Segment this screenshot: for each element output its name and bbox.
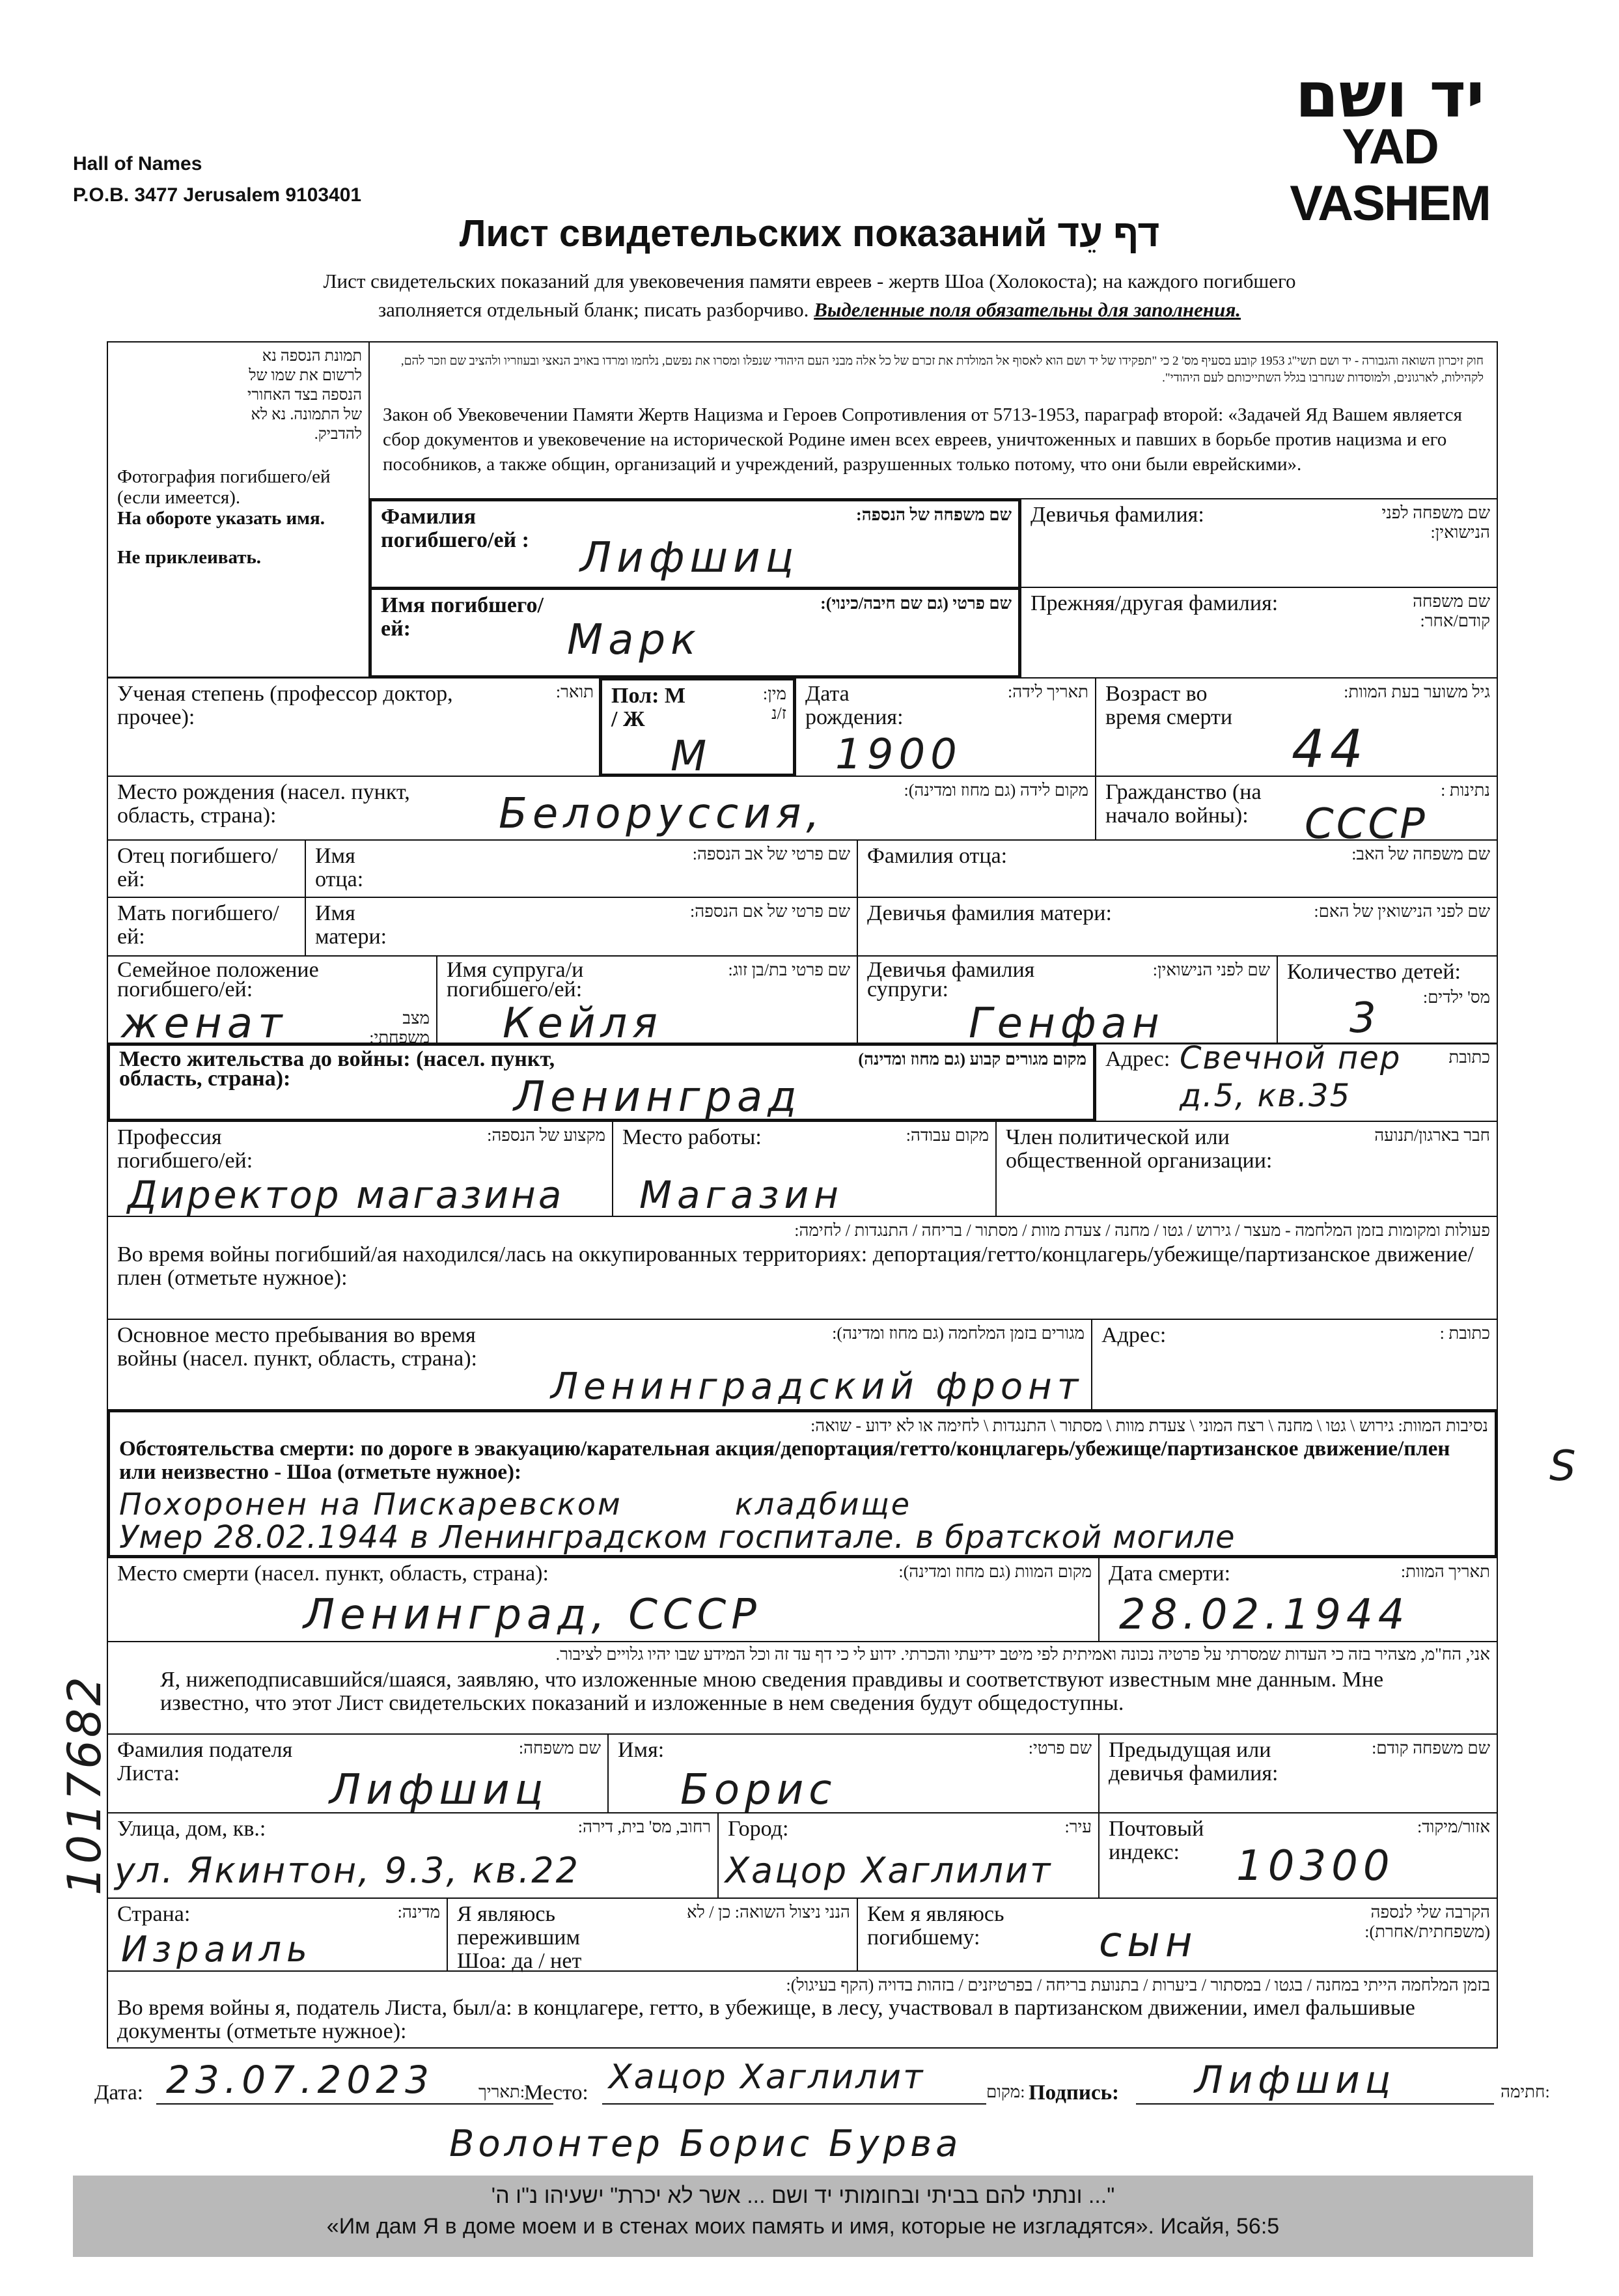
label: Место жительства до войны: (насел. пункт, область, страна): (119, 1047, 555, 1091)
label-he: שם פרטי (גם שם חיבה/כינוי): (820, 594, 1012, 613)
label-he: מדינה: (397, 1903, 440, 1922)
submitter-street: ул. Якинтон, 9.3, кв.22 (115, 1850, 580, 1891)
label: Фамилия погибшего/ей : (381, 505, 529, 552)
submitter-city-field[interactable] (717, 1812, 1100, 1899)
label-he: הנני ניצול השואה: כן / לא (686, 1903, 850, 1922)
photo-note: На обороте указать имя. (117, 508, 325, 529)
label-he: שם משפחה: (518, 1739, 601, 1757)
label: Страна: (117, 1902, 191, 1926)
age-field[interactable] (1095, 677, 1498, 777)
marital-status-field[interactable] (107, 955, 437, 1048)
margin-mark: S (1549, 1442, 1581, 1491)
label: Член политической или общественной организации: (1006, 1125, 1273, 1173)
label-he: שם פרטי של אב הנספה: (692, 845, 850, 863)
required-note: Выделенные поля обязательны для заполнения. (814, 298, 1241, 321)
label: Мать погибшего/ей: (117, 901, 279, 949)
label: Девичья фамилия супруги: (867, 958, 1035, 1001)
label-he: שם פרטי בת/בן זוג: (728, 960, 850, 979)
signature[interactable]: Лифшиц (1195, 2058, 1396, 2102)
victim-name-field[interactable] (368, 587, 1021, 679)
father-name-field[interactable] (305, 839, 858, 898)
label: Предыдущая или девичья фамилия: (1109, 1738, 1279, 1785)
label-he: אזור/מיקוד: (1417, 1817, 1490, 1836)
maiden-name-field[interactable] (1020, 498, 1498, 588)
label: Адрес: (1105, 1047, 1170, 1071)
label-he: שם משפחה של האב: (1351, 845, 1490, 863)
death-place-field[interactable] (107, 1557, 1100, 1642)
victim-wartime-place: Ленинградский фронт (551, 1365, 1084, 1408)
mother-maiden-field[interactable] (857, 897, 1498, 957)
label-he: גיל משוער בעת המוות: (1344, 682, 1490, 701)
label: Гражданство (на начало войны): (1105, 780, 1262, 828)
label-he: מגורים בזמן המלחמה (גם מחוז ומדינה): (832, 1324, 1085, 1343)
victim-sex: М (671, 733, 712, 781)
label-he: כתובת (1448, 1048, 1490, 1067)
submitter-name-field[interactable] (607, 1733, 1100, 1813)
label-he: שם פרטי: (1028, 1739, 1092, 1757)
label-he: מקום עבודה: (906, 1126, 989, 1145)
birth-date-field[interactable] (795, 677, 1096, 777)
victim-surname-field[interactable] (368, 498, 1021, 590)
signature-date[interactable]: 23.07.2023 (166, 2058, 435, 2102)
org-pobox: P.O.B. 3477 Jerusalem 9103401 (73, 184, 362, 206)
address-field[interactable] (1095, 1040, 1498, 1122)
circumstances-text-2: кладбище (735, 1487, 912, 1522)
label: Обстоятельства смерти: по дороге в эвакуацию/карательная акция/депортация/гетто/концлагерь/убежище/партизанское движение/плен или неизвестно - Шоа (отметьте нужное): (119, 1437, 1450, 1484)
survivor-field[interactable] (447, 1897, 858, 1972)
label: Адрес: (1101, 1323, 1167, 1347)
victim-address-line1: Свечной пер (1180, 1040, 1402, 1076)
label: Улица, дом, кв.: (117, 1817, 266, 1841)
subtitle-line: Лист свидетельских показаний для увековечения памяти евреев - жертв Шоа (Холокоста); на каждого погибшего (323, 270, 1296, 292)
mother-name-field[interactable] (305, 897, 858, 957)
label: Место рождения (насел. пункт, область, страна): (117, 780, 410, 828)
previous-name-field[interactable] (1020, 587, 1498, 679)
organization-field[interactable] (995, 1121, 1498, 1217)
label-he: רחוב, מס' בית, דירה: (577, 1817, 711, 1836)
label-he: נתינות : (1441, 781, 1490, 800)
wartime-status-field[interactable] (107, 1216, 1498, 1320)
logo-english: YAD VASHEM (1290, 119, 1490, 231)
father-label-cell (107, 839, 306, 898)
birthplace-field[interactable] (107, 776, 1096, 841)
photo-label: Фотография погибшего/ей (если имеется). (117, 466, 331, 508)
label: Дата рождения: (805, 682, 904, 729)
label-he: מקום לידה (גם מחוז ומדינה): (904, 781, 1088, 800)
label-he: שם לפני הנישואין של האם: (1314, 902, 1490, 921)
label: Во время войны я, податель Листа, был/а: в концлагере, гетто, в убежище, в лесу, участвовал в партизанском движении, имел фальшивые документы (отметьте нужное): (117, 1996, 1415, 2043)
label-he: שם משפחה קודם/אחר: (1413, 592, 1490, 630)
victim-spouse-maiden: Генфан (969, 1000, 1165, 1048)
victim-citizenship: СССР (1305, 800, 1428, 848)
victim-profession: Директор магазина (128, 1173, 564, 1217)
victim-surname: Лифшиц (580, 534, 799, 582)
victim-residence: Ленинград (514, 1073, 802, 1121)
declaration-ru: Я, нижеподписавшийся/шаяся, заявляю, что изложенные мною сведения правдивы и соответствуют известным мне данным. Мне известно, что этот Лист свидетельских показаний и изложенные в нем сведения будут общедоступны. (160, 1668, 1384, 1715)
volunteer-note: Волонтер Борис Бурва (449, 2123, 962, 2165)
victim-address-line2: д.5, кв.35 (1180, 1078, 1351, 1114)
father-surname-field[interactable] (857, 839, 1498, 898)
label-he: שם משפחה קודם: (1372, 1739, 1490, 1757)
submitter-country: Израиль (121, 1929, 312, 1970)
label: Имя отца: (315, 844, 364, 891)
label: Имя супруга/и погибшего/ей: (447, 958, 584, 1001)
place-label-he: מקום: (986, 2082, 1025, 2101)
label: Фамилия подателя Листа: (117, 1738, 293, 1785)
spouse-name-field[interactable] (436, 955, 858, 1048)
residence-field[interactable] (107, 1043, 1096, 1122)
submitter-street-field[interactable] (107, 1812, 719, 1899)
label: Прежняя/другая фамилия: (1031, 591, 1279, 615)
signature-place[interactable]: Хацор Хаглилит (609, 2058, 925, 2097)
footer-quote-he: "... ונתתי להם בביתי ובחומותי יד ושם ... אשר לא יכרת" ישעיהו נ"ו ה' (491, 2183, 1115, 2208)
label: Семейное положение погибшего/ей: (117, 958, 319, 1001)
label: Место работы: (622, 1125, 762, 1149)
wartime-address-field[interactable] (1091, 1319, 1498, 1410)
submitter-surname-field[interactable] (107, 1733, 609, 1813)
submitter-prev-name-field[interactable] (1098, 1733, 1498, 1813)
law-box (368, 341, 1498, 499)
circumstances-text-3: Умер 28.02.1944 в Ленинградском госпитале. в братской могиле (119, 1519, 1236, 1556)
declaration (107, 1641, 1498, 1735)
label-he: הקרבה שלי לנספה (משפחתית/אחרת): (1364, 1903, 1490, 1941)
label: Пол: М / Ж (611, 684, 685, 731)
label: Имя: (618, 1738, 665, 1762)
logo-hebrew: יד ושם (1295, 59, 1485, 132)
signature-row (94, 2058, 1550, 2105)
submitter-city: Хацор Хаглилит (725, 1850, 1053, 1891)
label-he: מצב משפחתי: (369, 1009, 430, 1047)
label: Дата смерти: (1109, 1561, 1231, 1586)
label: Место смерти (насел. пункт, область, страна): (117, 1561, 549, 1586)
label: Кем я являюсь погибшему: (867, 1902, 1004, 1950)
org-address (73, 148, 361, 211)
profession-field[interactable] (107, 1121, 613, 1217)
submitter-relation: сын (1099, 1918, 1198, 1967)
victim-children-count: 3 (1349, 994, 1381, 1043)
label-he: מין: ז/נ (762, 684, 786, 723)
label: Во время войны погибший/ая находился/лась на оккупированных территориях: депортация/гетто/концлагерь/убежище/партизанское движение/плен (отметьте нужное): (117, 1242, 1474, 1290)
label: Город: (728, 1817, 789, 1841)
label-he: שם משפחה של הנספה: (856, 505, 1012, 524)
sex-field[interactable] (599, 677, 796, 781)
label-he: שם לפני הנישואין: (1152, 960, 1270, 979)
submitter-zip: 10300 (1236, 1842, 1395, 1890)
law-hebrew: חוק זיכרון השואה והגבורה - יד ושם תשי"ג 1953 קובע בסעיף מס' 2 כי "תפקידו של יד ושם הוא לאסוף אל המולדת את זכרם של כל אלה מבני העם היהודי שנפלו ומסרו את נפשם, נלחמו ומרדו באויב הנאצי ובעוזריו ולהציב שם וזכר להם, לקהילות, לארגונים, ולמוסדות שנחרבו בגלל השתייכותם לעם היהודי". (400, 354, 1484, 385)
mother-label-cell (107, 897, 306, 957)
victim-spouse-name: Кейля (503, 1000, 663, 1048)
label: Девичья фамилия: (1031, 503, 1204, 527)
submitter-surname: Лифшиц (329, 1766, 549, 1814)
signature-label: Подпись: (1029, 2081, 1120, 2105)
signature-label-he: חתימה: (1501, 2082, 1550, 2101)
declaration-he: אני, הח"מ, מצהיר בזה כי העדות שמסרתי על פרטיה נכונה ואמיתית לפי מיטב ידיעתי והכרתי. ידוע לי כי דף עד זה וכל המידע שבו יהיו גלויים לציבור. (555, 1645, 1490, 1664)
submitter-name: Борис (680, 1766, 837, 1814)
label-he: מס' ילדים: (1422, 988, 1490, 1007)
label: Имя матери: (315, 901, 387, 949)
label: Основное место пребывания во время войны (насел. пункт, область, страна): (117, 1323, 477, 1371)
label: Профессия погибшего/ей: (117, 1125, 253, 1173)
label-he: עיר: (1064, 1817, 1092, 1836)
org-name: Hall of Names (73, 153, 202, 175)
side-number-annotation: 1017682 (57, 1674, 111, 1896)
footer-quote (73, 2176, 1533, 2257)
submitter-wartime-field[interactable] (107, 1970, 1498, 2049)
date-label: Дата: (94, 2081, 143, 2105)
victim-workplace: Магазин (639, 1173, 844, 1217)
footer-quote-ru: «Им дам Я в доме моем и в стенах моих память и имя, которые не изгладятся». Исайя, 56:5 (326, 2214, 1280, 2239)
place-label: Место: (524, 2081, 588, 2105)
label: Возраст во время смерти (1105, 682, 1233, 729)
label: Фамилия отца: (867, 844, 1008, 868)
citizenship-field[interactable] (1095, 776, 1498, 848)
subtitle (0, 267, 1619, 324)
date-label-he: תאריך: (478, 2082, 525, 2101)
yad-vashem-logo (1237, 59, 1543, 232)
children-field[interactable] (1277, 955, 1498, 1044)
victim-birth-date: 1900 (835, 731, 962, 779)
victim-marital-status: женат (121, 1000, 288, 1048)
label-he: חבר בארגון/תנועה (1374, 1126, 1490, 1145)
label-he: בזמן המלחמה הייתי במחנה / בגטו / במסתור / ביערות / בתנועת בריחה / בפרטיזנים / בזהות בדויה (הקף בעיגול): (786, 1976, 1490, 1995)
label-he: מקום מגורים קבוע (גם מחוז ומדינה) (858, 1050, 1086, 1069)
label-he: תואר: (555, 682, 594, 701)
subtitle-line: заполняется отдельный бланк; писать разборчиво. (378, 298, 809, 321)
workplace-field[interactable] (612, 1121, 997, 1217)
label-he: נסיבות המוות: גירוש \ גטו \ מחנה \ רצח המוני \ צעדת מוות \ מסתור \ התנגדות \ לחימה או לא ידוע - שואה: (810, 1416, 1488, 1435)
label: Почтовый индекс: (1109, 1817, 1204, 1864)
victim-death-place: Ленинград, СССР (303, 1591, 762, 1639)
label: Имя погибшего/ей: (381, 593, 544, 641)
spouse-maiden-field[interactable] (857, 955, 1278, 1048)
label-he: מקצוע של הנספה: (487, 1126, 605, 1145)
label-he: שם פרטי של אם הנספה: (690, 902, 850, 921)
death-date-field[interactable] (1098, 1557, 1498, 1642)
victim-name: Марк (567, 616, 701, 664)
victim-birthplace: Белоруссия, (499, 790, 825, 838)
label: Отец погибшего/ей: (117, 844, 278, 891)
victim-age: 44 (1292, 719, 1368, 779)
label: Я являюсь пережившим Шоа: да / нет (457, 1902, 582, 1973)
label-he: תאריך המוות: (1400, 1562, 1490, 1581)
label-he: כתובת : (1439, 1324, 1490, 1343)
law-russian: Закон об Увековечении Памяти Жертв Нацизма и Героев Сопротивления от 5713-1953, параграф второй: «Задачей Яд Вашем является сбор документов и увековечение на исторической Родине имен всех евреев, уничтоженных и павших в борьбе против нацизма и его пособников, а также общин, организаций и учреждений, разрушенных только потому, что они были еврейскими». (383, 404, 1462, 475)
photo-no-glue: Не приклеивать. (117, 547, 262, 568)
label-he: פעולות ומקומות בזמן המלחמה - מעצר / גירוש / גטו / מחנה / צעדת מוות / מסתור / בריחה / התנגדות / לחימה: (794, 1221, 1490, 1240)
degree-field[interactable] (107, 677, 602, 777)
submitter-country-field[interactable] (107, 1897, 448, 1972)
label: Ученая степень (профессор доктор, прочее): (117, 682, 453, 729)
photo-he: תמונת הנספה נא לרשום את שמו של הנספה בצד האחורי של התמונה. נא לא להדביק. (247, 348, 362, 443)
relation-field[interactable] (857, 1897, 1498, 1972)
wartime-place-field[interactable] (107, 1319, 1092, 1410)
label: Количество детей: (1287, 960, 1461, 984)
victim-death-date: 28.02.1944 (1119, 1591, 1410, 1639)
page-title: Лист свидетельских показаний דף עֵד (459, 212, 1160, 255)
label-he: תאריך לידה: (1008, 682, 1088, 701)
circumstances-text-1: Похоронен на Пискаревском (119, 1487, 622, 1522)
submitter-zip-field[interactable] (1098, 1812, 1498, 1899)
photo-box[interactable] (107, 341, 370, 678)
label-he: שם משפחה לפני הנישואין: (1381, 503, 1490, 542)
label-he: מקום המוות (גם מחוז ומדינה): (898, 1562, 1092, 1581)
label: Девичья фамилия матери: (867, 901, 1112, 925)
death-circumstances-field[interactable] (107, 1409, 1498, 1558)
